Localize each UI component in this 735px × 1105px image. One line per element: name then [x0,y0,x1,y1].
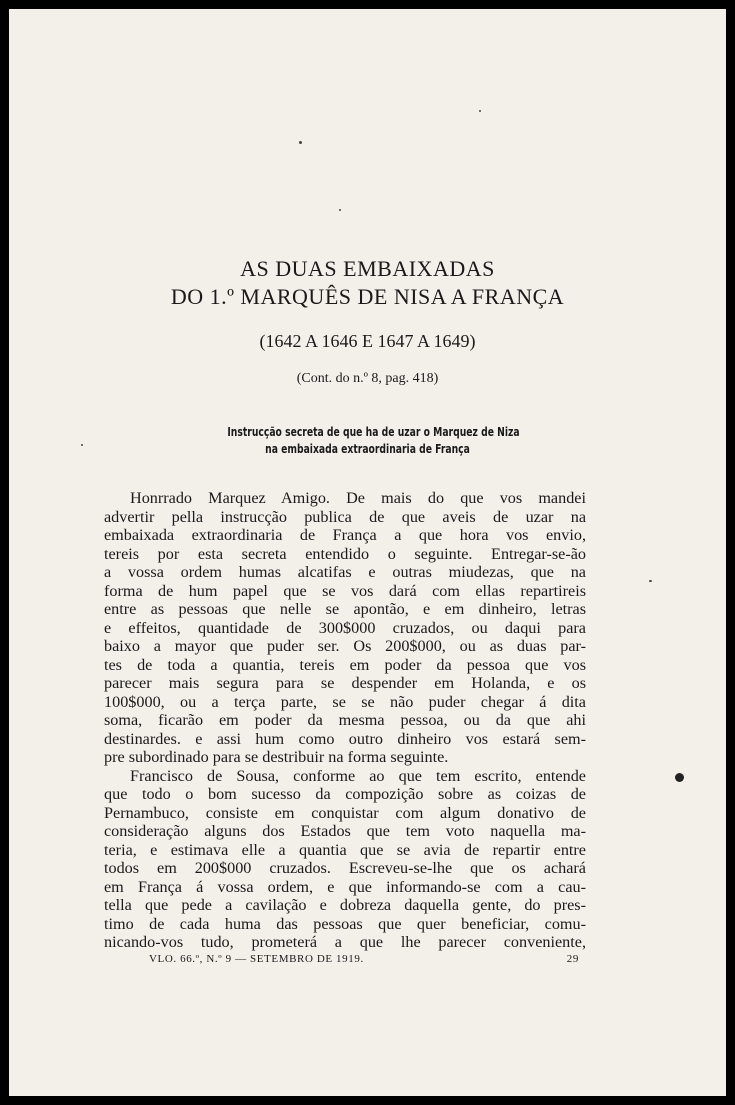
article-title-line-1: AS DUAS EMBAIXADAS [240,256,495,281]
scan-speck [675,773,684,782]
body-line: tes de toda a quantia, tereis em poder da pessoa que vos [104,655,586,674]
scan-speck [649,580,652,582]
body-line: 100$000, ou a terça parte, se se não puder chegar á dita [104,692,586,711]
body-line: Francisco de Sousa, conforme ao que tem escrito, entende [130,766,586,785]
body-line: tella que pede a cavilação e dobreza daquella gente, do pres- [104,896,586,914]
body-line: teria, e estimava elle a quantia que se avia de repartir entre [104,840,586,859]
body-line: a vossa ordem humas alcatifas e outras miudezas, que na [104,563,586,581]
body-line: timo de cada huma das pessoas que quer beneficiar, comu- [104,914,586,933]
body-line: entre as pessoas que nelle se apontão, e em dinheiro, letras [104,600,586,618]
document-page [9,9,726,1096]
body-line: pre subordinado para se destribuir na forma seguinte. [104,748,449,766]
scan-speck [339,209,341,211]
body-line: consideração alguns dos Estados que tem voto naquella ma- [104,822,586,840]
body-line: nicando-vos tudo, prometerá a que lhe parecer conveniente, [104,933,586,951]
continuation-note: (Cont. do n.º 8, pag. 418) [296,371,439,386]
page-number: 29 [566,953,579,965]
body-line: embaixada extraordinaria de França a que hora vos envio, [104,526,586,544]
body-line: Pernambuco, consiste em conquistar com algum donativo de [104,803,586,822]
body-line: tereis por esta secreta entendido o seguinte. Entregar-se-ão [104,544,586,563]
scan-speck [81,444,83,446]
body-line: em França á vossa ordem, e que informando-se com a cau- [104,877,586,896]
article-dates: (1642 A 1646 E 1647 A 1649) [259,331,476,351]
body-line: e effeitos, quantidade de 300$000 cruzados, ou daqui para [104,618,586,637]
article-title-line-2: DO 1.º MARQUÊS DE NISA A FRANÇA [170,284,565,309]
body-line: todos em 200$000 cruzados. Escreveu-se-lhe que os achará [104,859,586,877]
section-subtitle-line-1: Instrucção secreta de que ha de uzar o Marquez de Niza [227,424,520,439]
body-text [104,489,586,952]
body-line: destinardes. e assi hum como outro dinheiro vos estará sem- [104,729,586,748]
body-line: baixo a mayor que puder ser. Os 200$000, ou as duas par- [104,637,586,655]
body-line: parecer mais segura para se despender em Holanda, e os [104,674,586,692]
section-subtitle-line-2: na embaixada extraordinaria de França [265,441,470,456]
body-line: Honrrado Marquez Amigo. De mais do que vos mandei [130,489,586,507]
body-line: soma, ficarão em poder da mesma pessoa, ou da que ahi [104,711,586,729]
body-line: forma de hum papel que se vos dará com ellas repartireis [104,581,586,600]
footer-issue-info: VLO. 66.º, N.º 9 — SETEMBRO DE 1919. [149,953,364,965]
body-line: advertir pella instrucção publica de que aveis de uzar na [104,507,586,526]
scan-speck [299,141,302,144]
body-line: que todo o bom sucesso da compozição sobre as coizas de [104,785,586,803]
scan-speck [479,110,481,112]
